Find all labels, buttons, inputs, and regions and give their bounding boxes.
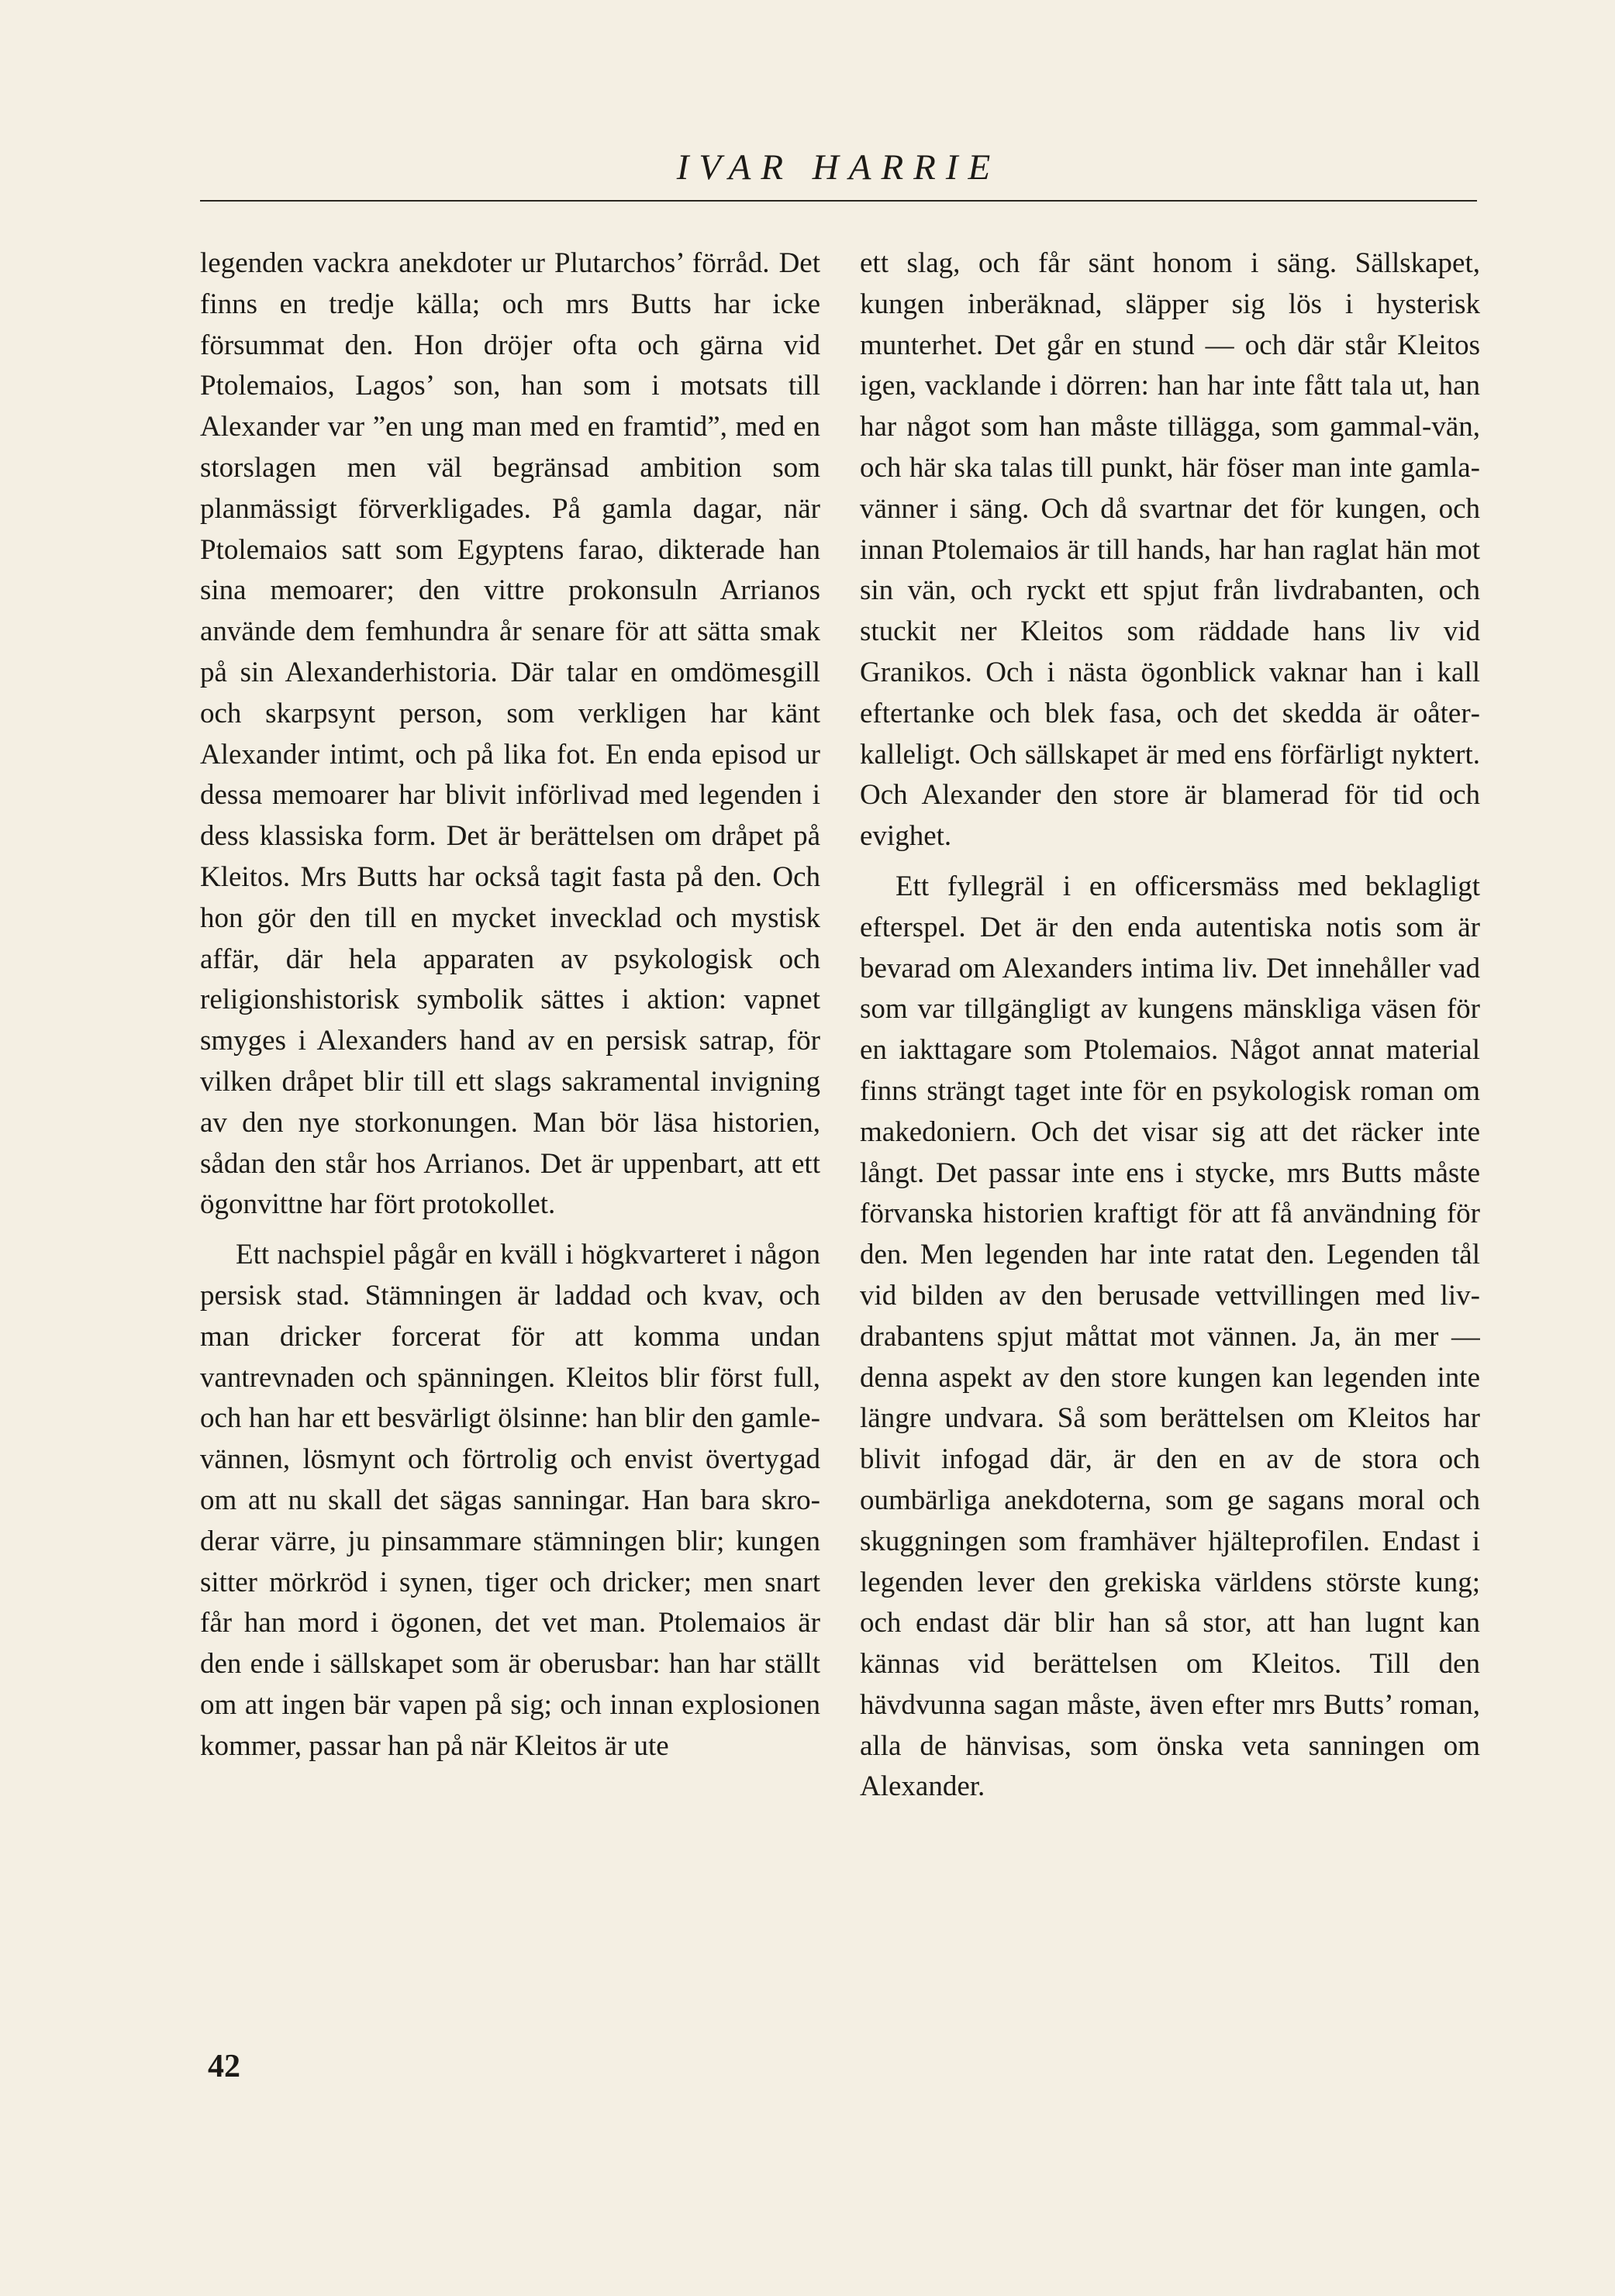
text-column-left [200,243,820,2023]
running-head-title: IVAR HARRIE [676,147,1001,188]
paragraph: Ett nachspiel pågår en kväll i högkvarteret i någon persisk stad. Stämningen är laddad och kvav, och man dricker forcerat för att komma undan vantrevnaden och spänningen. Kleitos blir först full, och han har ett besvärligt ölsinne: han blir den gamle-vännen, lösmynt och förtrolig och envist övertygad om att nu skall det sägas sanningar. Han bara skroderar värre, ju pinsammare stämningen blir; kungen sitter mörkröd i synen, tiger och dricker; men snart får han mord i ögonen, det vet man. Ptolemaios är den ende i sällskapet som är oberusbar: han har ställt om att ingen bär vapen på sig; och innan explosionen kommer, passar han på när Kleitos är ute [200,1239,820,1762]
text-column-right [860,243,1480,2023]
paragraph: Ett fyllegräl i en officersmäss med beklagligt efterspel. Det är den enda autentiska notis som är bevarad om Alexanders intima liv. Det innehåller vad som var tillgängligt av kungens mänskliga väsen för en iakttagare som Ptolemaios. Något annat material finns strängt taget inte för en psykologisk roman om makedoniern. Och det visar sig att det räcker inte långt. Det passar inte ens i stycke, mrs Butts måste förvanska historien kraftigt för att få användning för den. Men legenden har inte ratat den. Legenden tål vid bilden av den berusade vettvillingen med livdrabantens spjut måttat mot vännen. Ja, än mer — denna aspekt av den store kungen kan legenden inte längre undvara. Så som berättelsen om Kleitos har blivit infogad där, är den en av de stora och oumbärliga anekdoterna, som ge sagans moral och skuggningen som framhäver hjälteprofilen. Endast i legenden lever den grekiska världens störste kung; och endast där blir han så stor, att han lugnt kan kännas vid berättelsen om Kleitos. Till den hävdvunna sagan måste, även efter mrs Butts’ roman, alla de hänvisas, som önska veta sanningen om Alexander. [860,870,1480,1803]
paragraph: ett slag, och får sänt honom i säng. Sällskapet, kungen inberäknad, släpper sig lös i hysterisk munterhet. Det går en stund — och där står Kleitos igen, vacklande i dörren: han har inte fått tala ut, han har något som han måste tillägga, som gammal-vän, och här ska talas till punkt, här föser man inte gamla-vänner i säng. Och då svartnar det för kungen, och innan Ptolemaios är till hands, har han raglat hän mot sin vän, och ryckt ett spjut från livdrabanten, och stuckit ner Kleitos som räddade hans liv vid Granikos. Och i nästa ögonblick vaknar han i kall eftertanke och blek fasa, och det skedda är oåterkalleligt. Och sällskapet är med ens förfärligt nyktert. Och Alexander den store är blamerad för tid och evighet. [860,247,1480,853]
paragraph: legenden vackra anekdoter ur Plutarchos’ förråd. Det finns en tredje källa; och mrs Butts har icke försummat den. Hon dröjer ofta och gärna vid Ptolemaios, Lagos’ son, han som i motsats till Alexander var ”en ung man med en framtid”, med en storslagen men väl begränsad ambition som planmässigt förverkligades. På gamla dagar, när Ptolemaios satt som Egyptens farao, dikterade han sina memoarer; den vittre prokonsuln Arrianos använde dem femhundra år senare för att sätta smak på sin Alexanderhistoria. Där talar en omdömesgill och skarpsynt person, som verkligen har känt Alexander intimt, och på lika fot. En enda episod ur dessa memoarer har blivit införlivad med legenden i dess klassiska form. Det är berättelsen om dråpet på Kleitos. Mrs Butts har också tagit fasta på den. Och hon gör den till en mycket invecklad och mystisk affär, där hela apparaten av psykologisk och religionshistorisk symbolik sättes i aktion: vapnet smyges i Alexanders hand av en persisk satrap, för vilken dråpet blir till ett slags sakramental invigning av den nye storkonungen. Man bör läsa historien, sådan den står hos Arrianos. Det är uppenbart, att ett ögonvittne har fört protokollet. [200,247,820,1221]
page-number: 42 [208,2049,240,2084]
header-rule [200,200,1477,202]
